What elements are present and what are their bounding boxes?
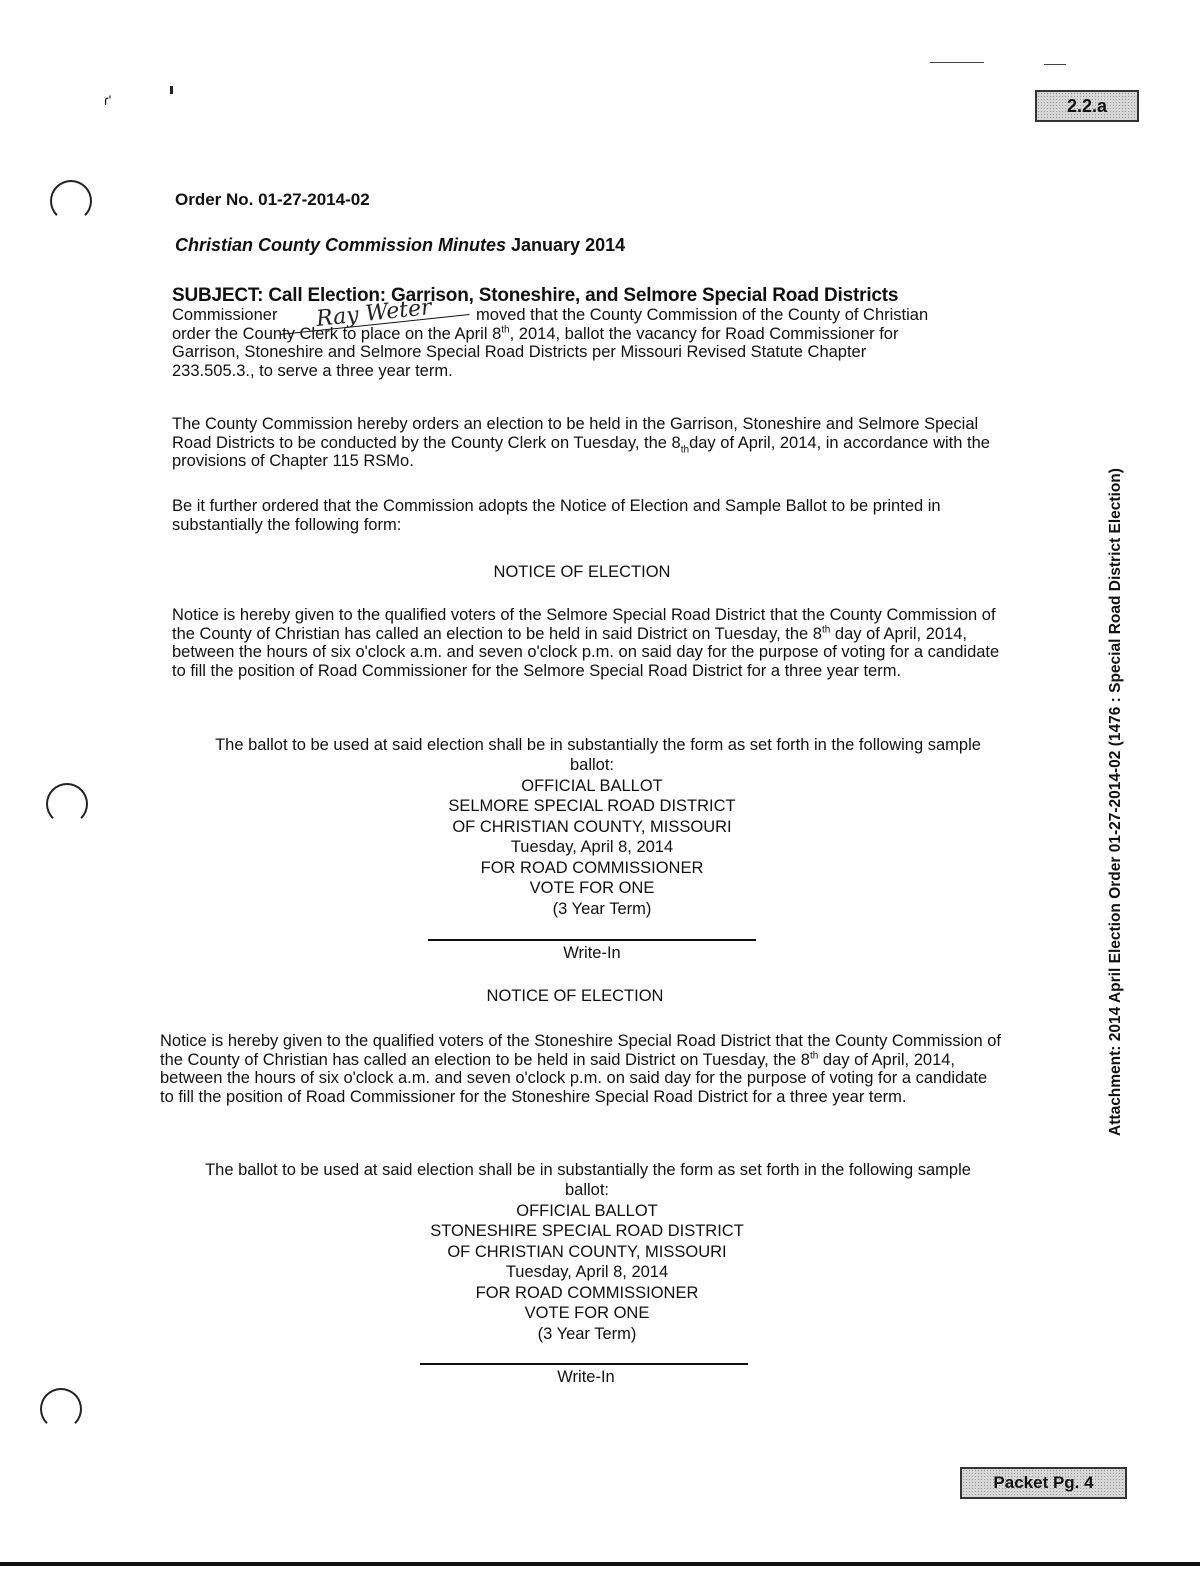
scan-mark (170, 86, 173, 94)
motion-line-1: moved that the County Commission of the County of Christian (471, 306, 929, 324)
ballot-2-line: STONESHIRE SPECIAL ROAD DISTRICT (430, 1222, 744, 1240)
notice-1-text (172, 606, 1017, 680)
commissioner-signature: Ray Weter (279, 295, 470, 334)
notice-2-text (160, 1032, 1005, 1106)
attachment-side-note: Attachment: 2014 April Election Order 01-27-2014-02 (1476 : Special Road District Election) (1107, 468, 1124, 1136)
notice-1-ballot-intro-2: ballot: (569, 756, 615, 774)
notice-1-ballot (382, 755, 802, 919)
notice-2-sup: th (810, 1050, 819, 1061)
notice-2-ballot (377, 1180, 797, 1344)
order-paragraph-1-sub: th (680, 443, 690, 455)
ballot-1-write-in-label: Write-In (563, 944, 621, 962)
ballot-2-line: OFFICIAL BALLOT (516, 1201, 658, 1220)
minutes-title-italic: Christian County Commission Minutes (175, 235, 507, 255)
ballot-2-line: OF CHRISTIAN COUNTY, MISSOURI (447, 1242, 727, 1261)
motion-line-4: 233.505.3., to serve a three year term. (172, 361, 453, 380)
ballot-1-line: VOTE FOR ONE (529, 879, 655, 897)
notice-1-text-a: Notice is hereby given to the qualified voters of the Selmore Special Road District that the County Commission of the County of Christian has called an election to be held in said District on Tuesday, the 8 (172, 606, 996, 643)
ballot-1-line: SELMORE SPECIAL ROAD DISTRICT (448, 797, 736, 815)
punch-hole-top (50, 180, 92, 222)
motion-line-2-sup: th (501, 324, 510, 335)
order-paragraph-1a: The County Commission hereby orders an election to be held in the Garrison, Stoneshire and Selmore Special Road Districts to be conducted by the County Clerk on Tuesday, the 8 (172, 415, 979, 452)
order-paragraph-1 (172, 415, 1002, 471)
notice-2-heading: NOTICE OF ELECTION (486, 987, 664, 1005)
order-paragraph-1b: day of April, 2014, in accordance with the provisions of Chapter 115 RSMo. (172, 433, 990, 470)
minutes-date: January 2014 (506, 235, 626, 255)
ballot-2-line: (3 Year Term) (537, 1324, 637, 1343)
bottom-edge (0, 1562, 1200, 1566)
scan-mark (930, 62, 984, 63)
motion-line-2b: , 2014, ballot the vacancy for Road Commissioner for (509, 324, 899, 343)
packet-page-stamp: Packet Pg. 4 (960, 1467, 1127, 1499)
notice-2-ballot-intro-2: ballot: (564, 1181, 610, 1199)
notice-2-text-b: day of April, 2014, between the hours of six o'clock a.m. and seven o'clock p.m. on said day for the purpose of voting for a candidate to fill the position of Road Commissioner for the Stoneshire Special Road District for a three year term. (160, 1050, 988, 1106)
order-number: Order No. 01-27-2014-02 (175, 190, 370, 209)
commissioner-label: Commissioner (172, 306, 278, 324)
notice-2-text-a: Notice is hereby given to the qualified voters of the Stoneshire Special Road District that the County Commission of the County of Christian has called an election to be held in said District on Tuesday, the 8 (160, 1032, 1002, 1069)
ballot-1-line: OFFICIAL BALLOT (521, 776, 663, 795)
ballot-1-line: FOR ROAD COMMISSIONER (480, 858, 704, 877)
motion-line-3: Garrison, Stoneshire and Selmore Special Road Districts per Missouri Revised Statute Chapter (172, 343, 867, 361)
punch-hole-bottom (40, 1388, 82, 1430)
ballot-2-line: VOTE FOR ONE (524, 1304, 650, 1322)
ballot-1-write-in-line (428, 939, 756, 941)
ballot-2-write-in-line (420, 1363, 748, 1365)
ballot-1-line: (3 Year Term) (552, 899, 652, 918)
notice-1-text-b: day of April, 2014, between the hours of six o'clock a.m. and seven o'clock p.m. on said day for the purpose of voting for a candidate to fill the position of Road Commissioner for the Selmore Special Road District for a three year term. (172, 624, 1000, 680)
subject-title: SUBJECT: Call Election: Garrison, Stoneshire, and Selmore Special Road Districts (172, 285, 899, 306)
notice-2-ballot-intro: The ballot to be used at said election shall be in substantially the form as set forth in the following sample (205, 1161, 971, 1179)
scan-mark: ɾ' (104, 92, 112, 108)
notice-1-heading: NOTICE OF ELECTION (493, 563, 671, 581)
scan-mark (1044, 64, 1066, 65)
ballot-2-write-in-label: Write-In (557, 1368, 615, 1386)
punch-hole-middle (46, 783, 88, 825)
ballot-1-line: OF CHRISTIAN COUNTY, MISSOURI (452, 817, 732, 836)
order-paragraph-2: Be it further ordered that the Commission adopts the Notice of Election and Sample Ballot to be printed in substantially the following form: (172, 497, 941, 534)
ballot-2-line: Tuesday, April 8, 2014 (505, 1263, 669, 1281)
minutes-title (175, 235, 625, 256)
motion-line-2a: order the County Clerk to place on the April 8 (172, 324, 502, 343)
top-stamp: 2.2.a (1035, 90, 1139, 122)
notice-1-sup: th (822, 624, 831, 635)
notice-1-ballot-intro: The ballot to be used at said election shall be in substantially the form as set forth in the following sample (215, 736, 981, 754)
ballot-2-line: FOR ROAD COMMISSIONER (475, 1283, 699, 1302)
ballot-1-line: Tuesday, April 8, 2014 (510, 838, 674, 856)
